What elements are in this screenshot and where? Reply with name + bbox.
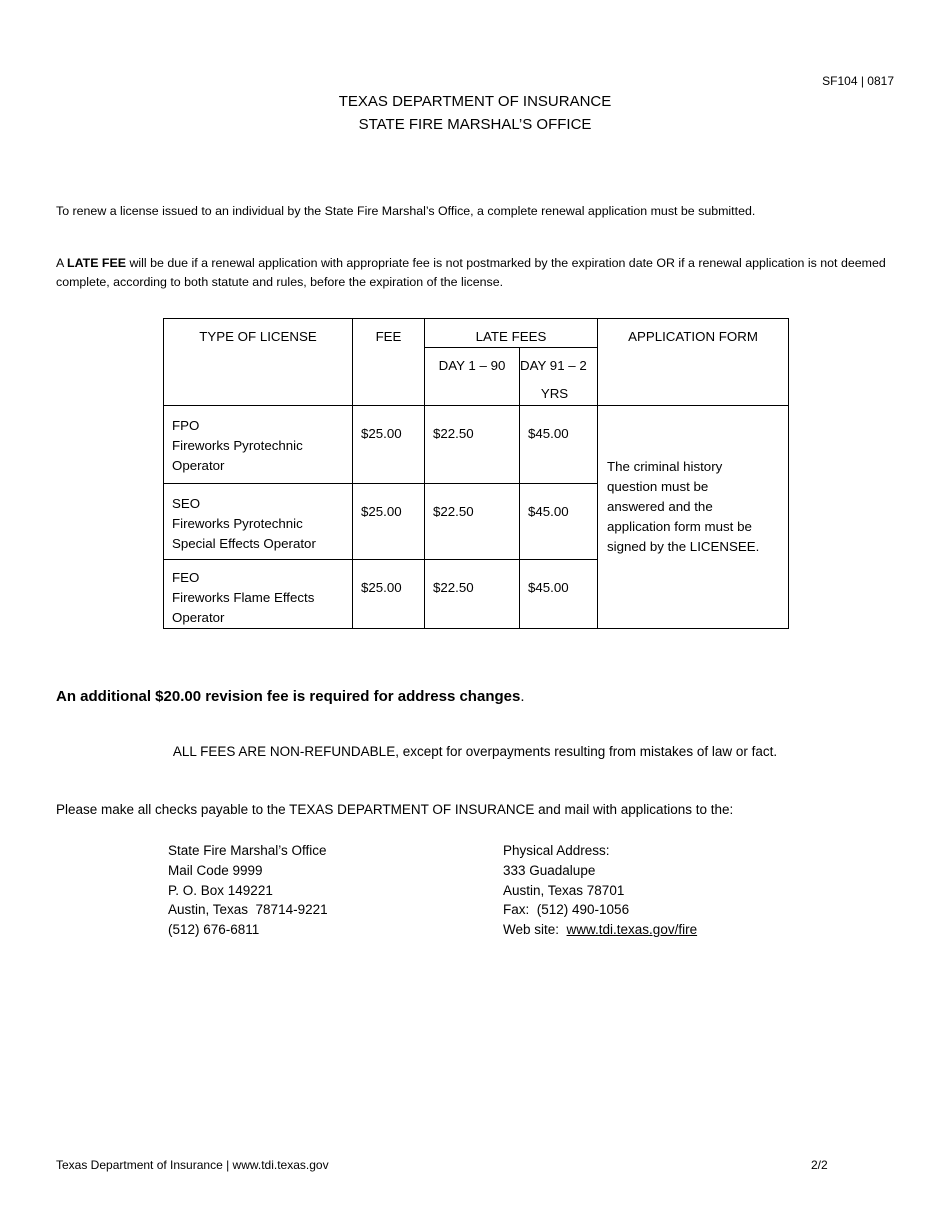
address-line: State Fire Marshal’s Office <box>168 843 327 858</box>
license-name: Fireworks Pyrotechnic <box>172 516 303 531</box>
form-number: SF104 | 0817 <box>822 74 894 88</box>
note-line: application form must be <box>607 519 752 534</box>
revision-fee-text: An additional $20.00 revision fee is required for address changes <box>56 688 521 705</box>
fee-cell: $25.00 <box>353 560 425 629</box>
late-fee-text <box>56 254 886 292</box>
agency-title: TEXAS DEPARTMENT OF INSURANCE <box>338 93 612 110</box>
address-line: P. O. Box 149221 <box>168 882 273 898</box>
license-name: Fireworks Flame Effects <box>172 590 315 605</box>
address-line: Austin, Texas 78714-9221 <box>168 902 328 918</box>
address-line: Physical Address: <box>503 843 610 858</box>
note-line: signed by the LICENSEE. <box>607 539 760 554</box>
website-label: Web site: <box>503 922 567 938</box>
office-title: STATE FIRE MARSHAL’S OFFICE <box>358 116 592 133</box>
header-day-91-line1: DAY 91 – 2 <box>520 358 587 373</box>
header-day-91-2yrs <box>520 348 598 406</box>
intro-text: To renew a license issued to an individual by the State Fire Marshal’s Office, a complete renewal application must be submitted. <box>56 204 756 218</box>
license-name: Fireworks Pyrotechnic <box>172 438 303 453</box>
license-cell <box>164 560 353 629</box>
fax-number: Fax: (512) 490-1056 <box>503 902 630 918</box>
license-name: Operator <box>172 610 225 625</box>
late-fee-prefix: A <box>56 256 68 270</box>
late-fee-2-cell: $45.00 <box>520 406 598 484</box>
mailing-address <box>168 841 328 940</box>
license-code: FPO <box>172 418 200 433</box>
page-number: 2/2 <box>811 1158 828 1172</box>
address-line: Austin, Texas 78701 <box>503 882 625 898</box>
late-fee-2-cell: $45.00 <box>520 484 598 560</box>
checks-instructions: Please make all checks payable to the TEXAS DEPARTMENT OF INSURANCE and mail with applications to the: <box>56 802 734 817</box>
revision-fee-notice: An additional $20.00 revision fee is required for address changes. <box>56 688 525 705</box>
license-cell <box>164 406 353 484</box>
late-fee-bold: LATE FEE <box>67 256 127 270</box>
license-name: Operator <box>172 458 225 473</box>
website-link[interactable]: www.tdi.texas.gov/fire <box>566 922 698 938</box>
license-cell <box>164 484 353 560</box>
table-row <box>164 406 789 484</box>
header-application-form: APPLICATION FORM <box>598 319 789 406</box>
license-name: Special Effects Operator <box>172 536 316 551</box>
fee-cell: $25.00 <box>353 484 425 560</box>
late-fee-rest: will be due if a renewal application with appropriate fee is not postmarked by the expiration date OR if a renewal application is not deemed complete, according to both statute and rules, before the expiration of the license. <box>56 256 886 289</box>
late-fee-1-cell: $22.50 <box>425 560 520 629</box>
late-fee-1-cell: $22.50 <box>425 406 520 484</box>
late-fee-1-cell: $22.50 <box>425 484 520 560</box>
license-code: FEO <box>172 570 200 585</box>
header-day-91-line2: YRS <box>540 386 569 401</box>
note-line: The criminal history <box>607 459 723 474</box>
fee-table <box>163 318 789 629</box>
address-line: 333 Guadalupe <box>503 862 596 878</box>
fee-cell: $25.00 <box>353 406 425 484</box>
header-late-fees: LATE FEES <box>425 319 598 348</box>
footer-agency: Texas Department of Insurance | www.tdi.texas.gov <box>56 1158 329 1172</box>
header-fee: FEE <box>353 319 425 406</box>
header-day-1-90: DAY 1 – 90 <box>425 348 520 406</box>
non-refundable-notice: ALL FEES ARE NON-REFUNDABLE, except for overpayments resulting from mistakes of law or fact. <box>172 744 778 759</box>
application-form-note <box>598 406 789 629</box>
license-code: SEO <box>172 496 201 511</box>
website-line <box>503 920 697 940</box>
physical-address <box>503 841 697 940</box>
note-line: answered and the <box>607 499 713 514</box>
header-type: TYPE OF LICENSE <box>164 319 353 406</box>
late-fee-2-cell: $45.00 <box>520 560 598 629</box>
note-line: question must be <box>607 479 709 494</box>
phone-number: (512) 676-6811 <box>168 922 260 938</box>
address-line: Mail Code 9999 <box>168 862 263 878</box>
